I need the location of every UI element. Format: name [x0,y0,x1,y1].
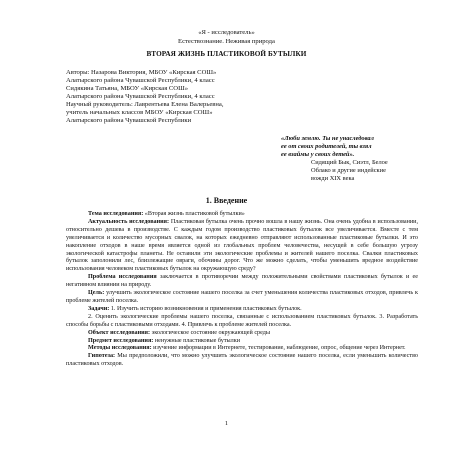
paragraph [66,314,418,330]
paragraph-text: ненужные пластиковые бутылки [153,337,240,344]
paragraph-text: Пластиковая бутылка очень прочно вошла в нашу жизнь. Она очень удобна в использовании, относительно дешева в производстве. С каждым годом производство пластиковых бутылок все увеличивается. Вместе с тем увеличивается и количество мусорных свалок, на которых ежедневно отправляют использованные пластиковые бутылки. И это накопление отходов в наше время является одной из глобальных проблем человечества, несущей в себе большую угрозу экологической катастрофы планеты. Не оставили эти экологические проблемы и жителей нашего поселка. Свалки пластиковых бутылок заполонили лес, близлежащие овраги, обочины дорог. Что же можно сделать, чтобы уменьшить вредное воздействие использования человеком пластиковых бутылок на окружающую среду? [66,218,419,273]
epigraph-attribution-line: вожди XIX века [311,175,355,182]
paragraph-text: «Вторая жизнь пластиковой бутылки» [143,211,245,217]
paragraph-text: Мы предположили, что можно улучшить экологическое состояние нашего поселка, если уменьшить количество пластиковых отходов. [66,353,418,368]
paragraph-label: Объект исследования: [88,329,151,336]
paragraph-label: Предмет исследования: [88,337,154,344]
paragraph [66,306,418,314]
paragraph [66,330,418,338]
epigraph-quote-line: ее от своих родителей, ты взял [281,143,372,150]
paragraph-text: заключается в противоречии между положительными свойствами пластиковых бутылок и ее негативном влиянии на природу. [66,274,419,289]
author-line: Алатырского района Чувашской Республики [66,117,192,124]
paragraph-label: Гипотеза: [88,353,116,360]
epigraph-quote-line: ее взаймы у своих детей». [281,151,355,158]
paragraph [66,345,418,353]
header-series: «Я - исследователь» [198,29,255,36]
paragraph-text: 2. Оценить экологические проблемы нашего поселка, связанные с использованием пластиковых бутылок. 3. Разработать способы борьбы с пластиковыми отходами. 4. Привлечь к проблеме жителей поселка. [66,313,418,328]
author-line: Сидякина Татьяна, МБОУ «Кирская СОШ» [66,85,189,92]
section-body [66,211,418,369]
author-line: учитель начальных классов МБОУ «Кирская СОШ» [66,109,213,116]
epigraph-attribution-line: Сидящий Бык, Сиэтл, Белое [311,159,388,166]
paragraph-label: Актуальность исследования: [88,218,170,225]
author-line: Научный руководитель: Лаврентьева Елена Валерьевна, [66,101,224,108]
paragraph-label: Проблема исследования [88,274,157,281]
author-line: Авторы: Назарова Виктория, МБОУ «Кирская СОШ» [66,69,217,76]
author-line: Алатырского района Чувашской Республики, 4 класс [66,93,215,100]
epigraph-attribution-line: Облако и другие индейские [311,167,386,174]
paper-title: ВТОРАЯ ЖИЗНЬ ПЛАСТИКОВОЙ БУТЫЛКИ [146,50,307,58]
paragraph-label: Цель: [88,290,105,297]
paragraph-label: Тема исследования: [88,211,144,217]
paragraph-label: Методы исследования: [88,345,152,352]
page-number: 1 [224,420,229,427]
epigraph-quote-line: «Люби землю. Ты не унаследовал [281,135,374,142]
header-subject: Естествознание. Неживая природа [178,38,275,45]
paragraph-label: Задачи: [88,305,110,312]
paragraph-text: улучшить экологическое состояние нашего поселка за счет уменьшения количества пластиковых отходов, привлечь к проблеме жителей поселка. [66,290,418,304]
paragraph [66,219,418,274]
paragraph-text: изучение информации в Интернете, тестирование, наблюдение, опрос, общение через Интернет. [151,345,406,352]
paragraph [66,274,418,290]
paragraph-text: экологическое состояние окружающей среды [150,329,271,336]
paragraph [66,353,418,369]
paragraph [66,211,418,219]
section-heading: 1. Введение [205,196,248,205]
paragraph-text: 1. Изучить историю возникновения и применения пластиковых бутылок. [109,305,302,312]
author-line: Алатырского района Чувашской Республики, 4 класс [66,77,215,84]
paragraph [66,290,418,306]
